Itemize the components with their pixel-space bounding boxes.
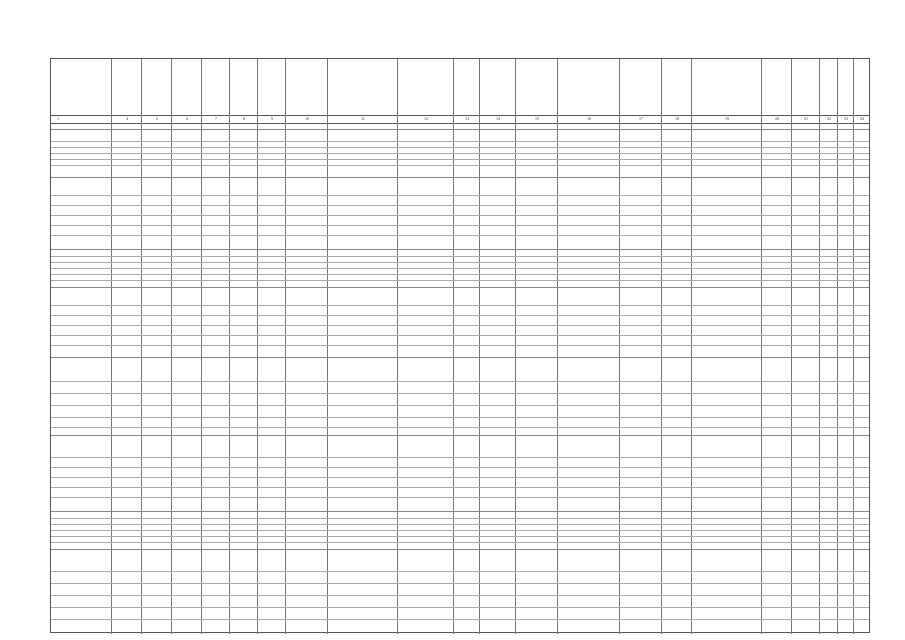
section-rule — [51, 249, 869, 250]
column-divider — [515, 59, 516, 634]
header-cell — [693, 63, 761, 113]
row-rule — [51, 595, 869, 596]
column-number: 19 — [725, 116, 729, 121]
row-rule — [51, 477, 869, 478]
text-block — [693, 311, 759, 341]
row-rule — [51, 467, 869, 468]
column-number: 5 — [156, 116, 158, 121]
column-number: 10 — [305, 116, 309, 121]
column-divider — [111, 59, 112, 634]
header-cell — [663, 63, 691, 113]
row-rule — [51, 571, 869, 572]
header-cell — [793, 63, 819, 113]
header-cell — [559, 63, 619, 113]
row-rule — [51, 381, 869, 382]
column-number: 4 — [126, 116, 128, 121]
column-number: 23 — [844, 116, 848, 121]
section-rule — [51, 435, 869, 436]
section-rule — [51, 549, 869, 550]
text-block — [399, 143, 451, 171]
column-divider — [761, 59, 762, 634]
section-rule — [51, 511, 869, 512]
column-number: 9 — [271, 116, 273, 121]
header-cell — [399, 63, 453, 113]
section-rule — [51, 129, 869, 130]
text-block — [399, 463, 451, 497]
row-rule — [51, 427, 869, 428]
row-rule — [51, 487, 869, 488]
column-divider — [853, 59, 854, 634]
row-rule — [51, 583, 869, 584]
header-cell — [231, 63, 257, 113]
column-number: 11 — [361, 116, 365, 121]
column-number: 1 — [57, 116, 59, 121]
column-divider — [201, 59, 202, 634]
row-rule — [51, 165, 869, 166]
row-rule — [51, 274, 869, 275]
section-rule — [51, 287, 869, 288]
text-block — [517, 143, 555, 171]
column-number: 16 — [587, 116, 591, 121]
row-rule — [51, 524, 869, 525]
row-rule — [51, 256, 869, 257]
row-rule — [51, 268, 869, 269]
column-number: 22 — [827, 116, 831, 121]
row-rule — [51, 607, 869, 608]
column-divider — [837, 59, 838, 634]
column-divider — [327, 59, 328, 634]
row-rule — [51, 457, 869, 458]
row-rule — [51, 153, 869, 154]
column-number: 7 — [215, 116, 217, 121]
column-number: 13 — [465, 116, 469, 121]
row-rule — [51, 141, 869, 142]
text-block — [399, 309, 451, 343]
column-number: 14 — [496, 116, 500, 121]
header-cell — [455, 63, 479, 113]
header-cell — [203, 63, 229, 113]
column-number: 17 — [639, 116, 643, 121]
row-rule — [51, 417, 869, 418]
column-number: 8 — [243, 116, 245, 121]
column-number: 6 — [186, 116, 188, 121]
header-cell — [259, 63, 285, 113]
row-rule — [51, 542, 869, 543]
row-rule — [51, 147, 869, 148]
column-divider — [397, 59, 398, 634]
column-divider — [557, 59, 558, 634]
table-header — [51, 59, 869, 116]
column-divider — [791, 59, 792, 634]
row-rule — [51, 225, 869, 226]
row-rule — [51, 530, 869, 531]
row-rule — [51, 497, 869, 498]
column-number: 20 — [775, 116, 779, 121]
column-number: 24 — [860, 116, 864, 121]
header-cell — [621, 63, 661, 113]
column-divider — [171, 59, 172, 634]
column-divider — [479, 59, 480, 634]
column-number: 15 — [535, 116, 539, 121]
document-table — [50, 58, 870, 633]
row-rule — [51, 619, 869, 620]
row-rule — [51, 159, 869, 160]
text-block — [821, 459, 867, 503]
header-cell — [143, 63, 171, 113]
text-block — [399, 201, 451, 243]
header-cell — [481, 63, 515, 113]
row-rule — [51, 393, 869, 394]
header-cell — [517, 63, 557, 113]
column-divider — [141, 59, 142, 634]
row-rule — [51, 235, 869, 236]
row-rule — [51, 305, 869, 306]
column-divider — [691, 59, 692, 634]
row-rule — [51, 262, 869, 263]
header-cell — [287, 63, 327, 113]
header-cell — [173, 63, 201, 113]
row-rule — [51, 280, 869, 281]
text-block — [399, 389, 451, 423]
text-block — [559, 201, 617, 231]
column-number: 18 — [675, 116, 679, 121]
row-rule — [51, 195, 869, 196]
row-rule — [51, 518, 869, 519]
text-block — [399, 575, 451, 609]
header-cell — [329, 63, 397, 113]
row-rule — [51, 345, 869, 346]
column-divider — [819, 59, 820, 634]
column-divider — [619, 59, 620, 634]
column-number: 12 — [424, 116, 428, 121]
row-rule — [51, 536, 869, 537]
section-rule — [51, 177, 869, 178]
header-cell — [53, 63, 111, 113]
column-divider — [229, 59, 230, 634]
row-rule — [51, 405, 869, 406]
section-rule — [51, 357, 869, 358]
column-number: 21 — [804, 116, 808, 121]
header-cell — [821, 63, 869, 113]
column-divider — [257, 59, 258, 634]
column-divider — [453, 59, 454, 634]
header-cell — [113, 63, 141, 113]
row-rule — [51, 215, 869, 216]
column-divider — [285, 59, 286, 634]
header-cell — [763, 63, 791, 113]
row-rule — [51, 205, 869, 206]
column-divider — [661, 59, 662, 634]
